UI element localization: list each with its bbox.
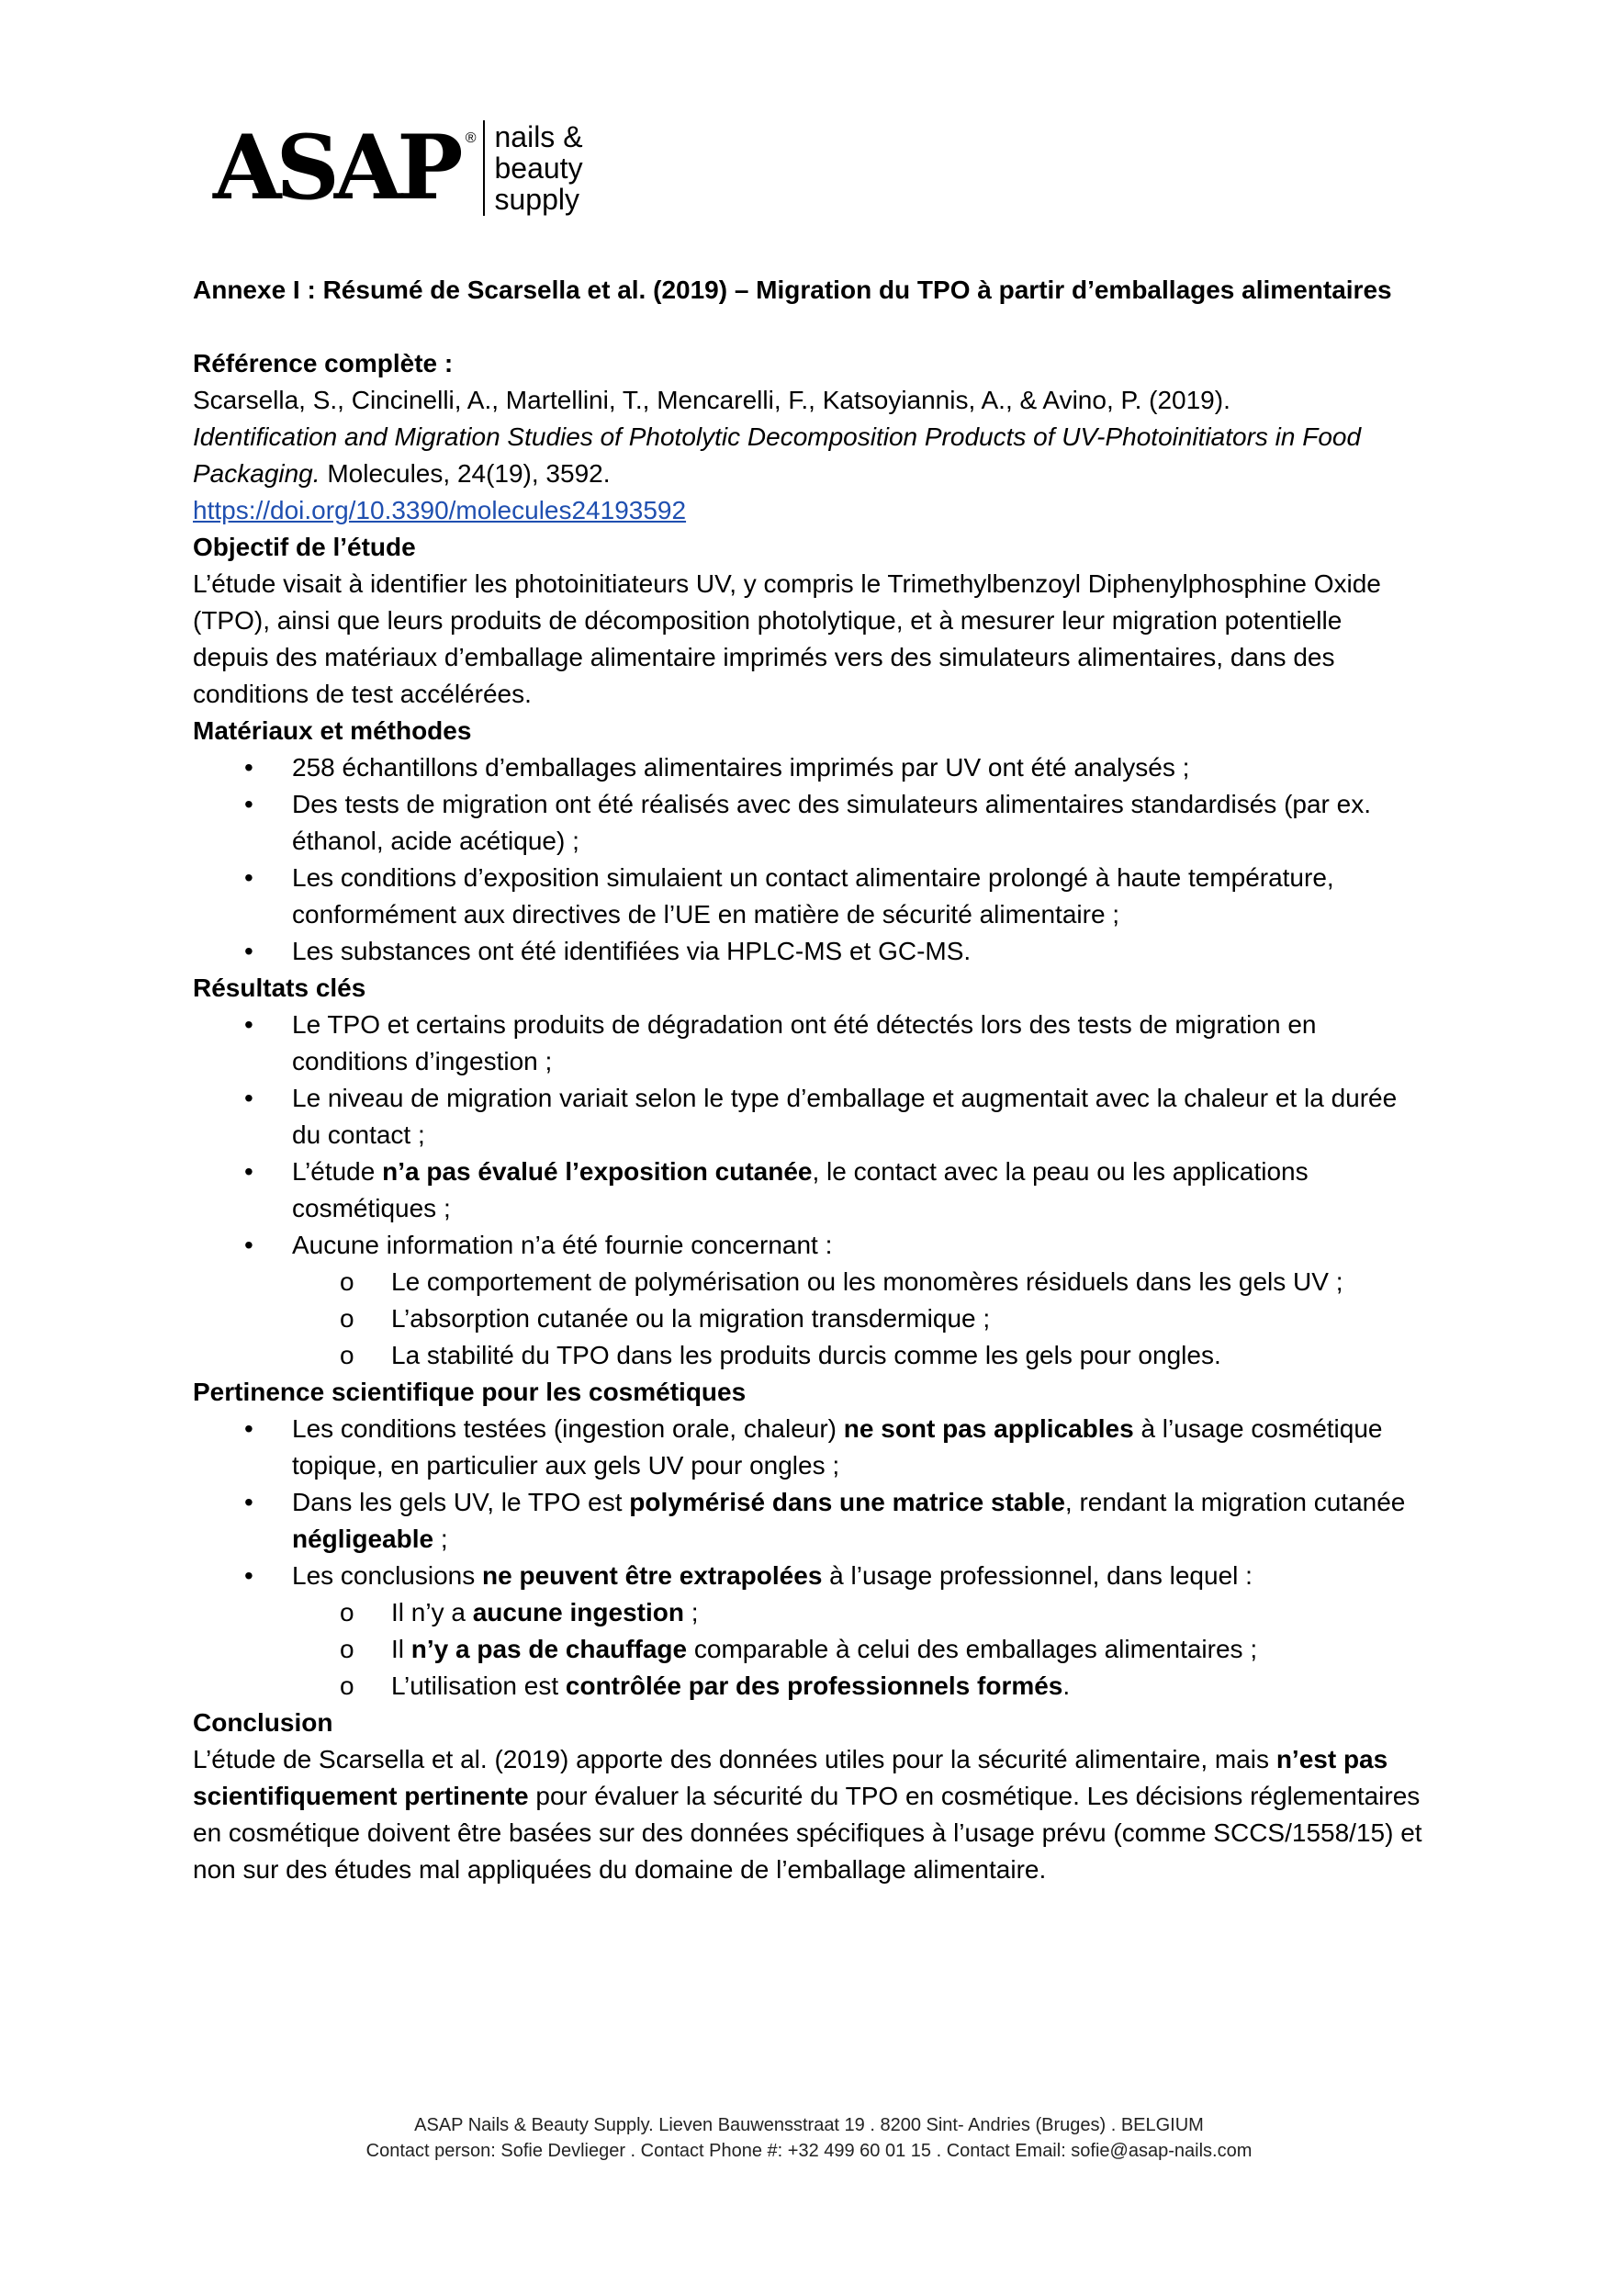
sublist-item: o Le comportement de polymérisation ou les monomères résiduels dans les gels UV ;: [391, 1264, 1423, 1300]
text-span: Les conclusions: [292, 1561, 483, 1590]
emphasis-text: aucune ingestion: [472, 1598, 684, 1626]
emphasis-text: ne peuvent être extrapolées: [482, 1561, 823, 1590]
footer-contact: Contact person: Sofie Devlieger . Contact Phone #: +32 499 60 01 15 . Contact Email: sofie@asap-nails.com: [365, 2141, 1253, 2161]
sublist-item: [391, 1668, 1423, 1705]
results-list: [193, 1007, 1423, 1374]
relevance-list: [193, 1411, 1423, 1705]
results-sublist: [292, 1264, 1423, 1374]
reference-heading: Référence complète :: [193, 349, 454, 377]
text-span: L’étude de Scarsella et al. (2019) apporte des données utiles pour la sécurité alimentaire, mais: [193, 1745, 1276, 1773]
relevance-sublist: [292, 1594, 1423, 1705]
emphasis-text: n’a pas évalué l’exposition cutanée: [382, 1157, 813, 1186]
conclusion-text: [193, 1741, 1423, 1888]
text-span: Dans les gels UV, le TPO est: [292, 1488, 630, 1516]
text-span: Aucune information n’a été fournie concernant :: [292, 1231, 833, 1259]
list-item: • Les substances ont été identifiées via HPLC-MS et GC-MS.: [292, 933, 1423, 970]
document-title: Annexe I : Résumé de Scarsella et al. (2019) – Migration du TPO à partir d’emballages alimentaires: [193, 276, 1392, 304]
results-heading: Résultats clés: [193, 974, 366, 1002]
sublist-item: o L’absorption cutanée ou la migration transdermique ;: [391, 1300, 1423, 1337]
text-span: Il n’y a: [391, 1598, 473, 1626]
text-span: à l’usage professionnel, dans lequel :: [822, 1561, 1253, 1590]
text-span: pour évaluer la sécurité du TPO en cosmétique. Les décisions réglementaires en cosmétique doivent être basées sur des données spécifiques à l’usage prévu (comme SCCS/1558/15) et non sur des études mal appliquées du domaine de l’emballage alimentaire.: [193, 1782, 1422, 1884]
emphasis-text: n’y a pas de chauffage: [410, 1635, 688, 1663]
emphasis-text: polymérisé dans une matrice stable: [629, 1488, 1065, 1516]
text-span: Les conditions testées (ingestion orale, chaleur): [292, 1414, 844, 1443]
logo-tagline-line2: beauty: [494, 152, 583, 185]
logo-tagline: [494, 121, 582, 215]
text-span: comparable à celui des emballages alimentaires ;: [687, 1635, 1258, 1663]
sublist-item: o La stabilité du TPO dans les produits durcis comme les gels pour ongles.: [391, 1337, 1423, 1374]
logo-wordmark: ASAP: [213, 116, 458, 219]
list-item: • 258 échantillons d’emballages alimentaires imprimés par UV ont été analysés ;: [292, 749, 1423, 786]
logo-mark: [213, 116, 477, 219]
emphasis-text: contrôlée par des professionnels formés: [565, 1671, 1063, 1700]
text-span: ;: [433, 1525, 448, 1553]
list-item: [292, 1484, 1423, 1558]
footer-address: ASAP Nails & Beauty Supply. Lieven Bauwensstraat 19 . 8200 Sint- Andries (Bruges) . BELGIUM: [414, 2115, 1204, 2135]
list-item: • Les conditions d’exposition simulaient un contact alimentaire prolongé à haute température, conformément aux directives de l’UE en matière de sécurité alimentaire ;: [292, 860, 1423, 933]
emphasis-text: n’est pas scientifiquement pertinente: [193, 1745, 1388, 1810]
objective-heading: Objectif de l’étude: [193, 533, 416, 561]
sublist-item: [391, 1631, 1423, 1668]
reference-article-title: Identification and Migration Studies of Photolytic Decomposition Products of UV-Photoinitiators in Food Packaging.: [193, 422, 1362, 488]
text-span: .: [1062, 1671, 1071, 1700]
logo-divider: [483, 120, 485, 216]
list-item: • Le niveau de migration variait selon le type d’emballage et augmentait avec la chaleur et la durée du contact ;: [292, 1080, 1423, 1154]
text-span: Il: [391, 1635, 411, 1663]
relevance-heading: Pertinence scientifique pour les cosmétiques: [193, 1378, 747, 1406]
list-item: [292, 1154, 1423, 1227]
logo-tagline-line1: nails &: [494, 120, 583, 153]
methods-heading: Matériaux et méthodes: [193, 716, 472, 745]
text-span: , rendant la migration cutanée: [1064, 1488, 1406, 1516]
emphasis-text: négligeable: [292, 1525, 434, 1553]
text-span: ;: [683, 1598, 699, 1626]
reference-citation: [193, 382, 1423, 492]
list-item: • Des tests de migration ont été réalisés avec des simulateurs alimentaires standardisés (par ex. éthanol, acide acétique) ;: [292, 786, 1423, 860]
text-span: à l’usage cosmétique topique, en particulier aux gels UV pour ongles ;: [292, 1414, 1383, 1480]
text-span: , le contact avec la peau ou les applications cosmétiques ;: [292, 1157, 1309, 1222]
text-span: L’utilisation est: [391, 1671, 566, 1700]
objective-text: L’étude visait à identifier les photoinitiateurs UV, y compris le Trimethylbenzoyl Diphenylphosphine Oxide (TPO), ainsi que leurs produits de décomposition photolytique, et à mesurer leur migration potentielle depuis des matériaux d’emballage alimentaire imprimés vers des simulateurs alimentaires, dans des conditions de test accélérées.: [193, 569, 1381, 708]
text-span: L’étude: [292, 1157, 383, 1186]
doi-link[interactable]: https://doi.org/10.3390/molecules24193592: [193, 496, 687, 524]
conclusion-heading: Conclusion: [193, 1708, 333, 1737]
list-item: [292, 1227, 1423, 1374]
sublist-item: [391, 1594, 1423, 1631]
list-item: • Le TPO et certains produits de dégradation ont été détectés lors des tests de migration en conditions d’ingestion ;: [292, 1007, 1423, 1080]
methods-list: [193, 749, 1423, 970]
reference-authors: Scarsella, S., Cincinelli, A., Martellini, T., Mencarelli, F., Katsoyiannis, A., & Avino, P. (2019).: [193, 386, 1230, 414]
logo-tagline-line3: supply: [494, 183, 579, 216]
company-logo: [213, 118, 583, 219]
registered-mark: ®: [465, 130, 477, 146]
reference-journal: Molecules, 24(19), 3592.: [320, 459, 611, 488]
document-body: [193, 272, 1423, 1888]
emphasis-text: ne sont pas applicables: [843, 1414, 1134, 1443]
list-item: [292, 1411, 1423, 1484]
page-footer: [0, 2112, 1618, 2164]
list-item: [292, 1558, 1423, 1705]
